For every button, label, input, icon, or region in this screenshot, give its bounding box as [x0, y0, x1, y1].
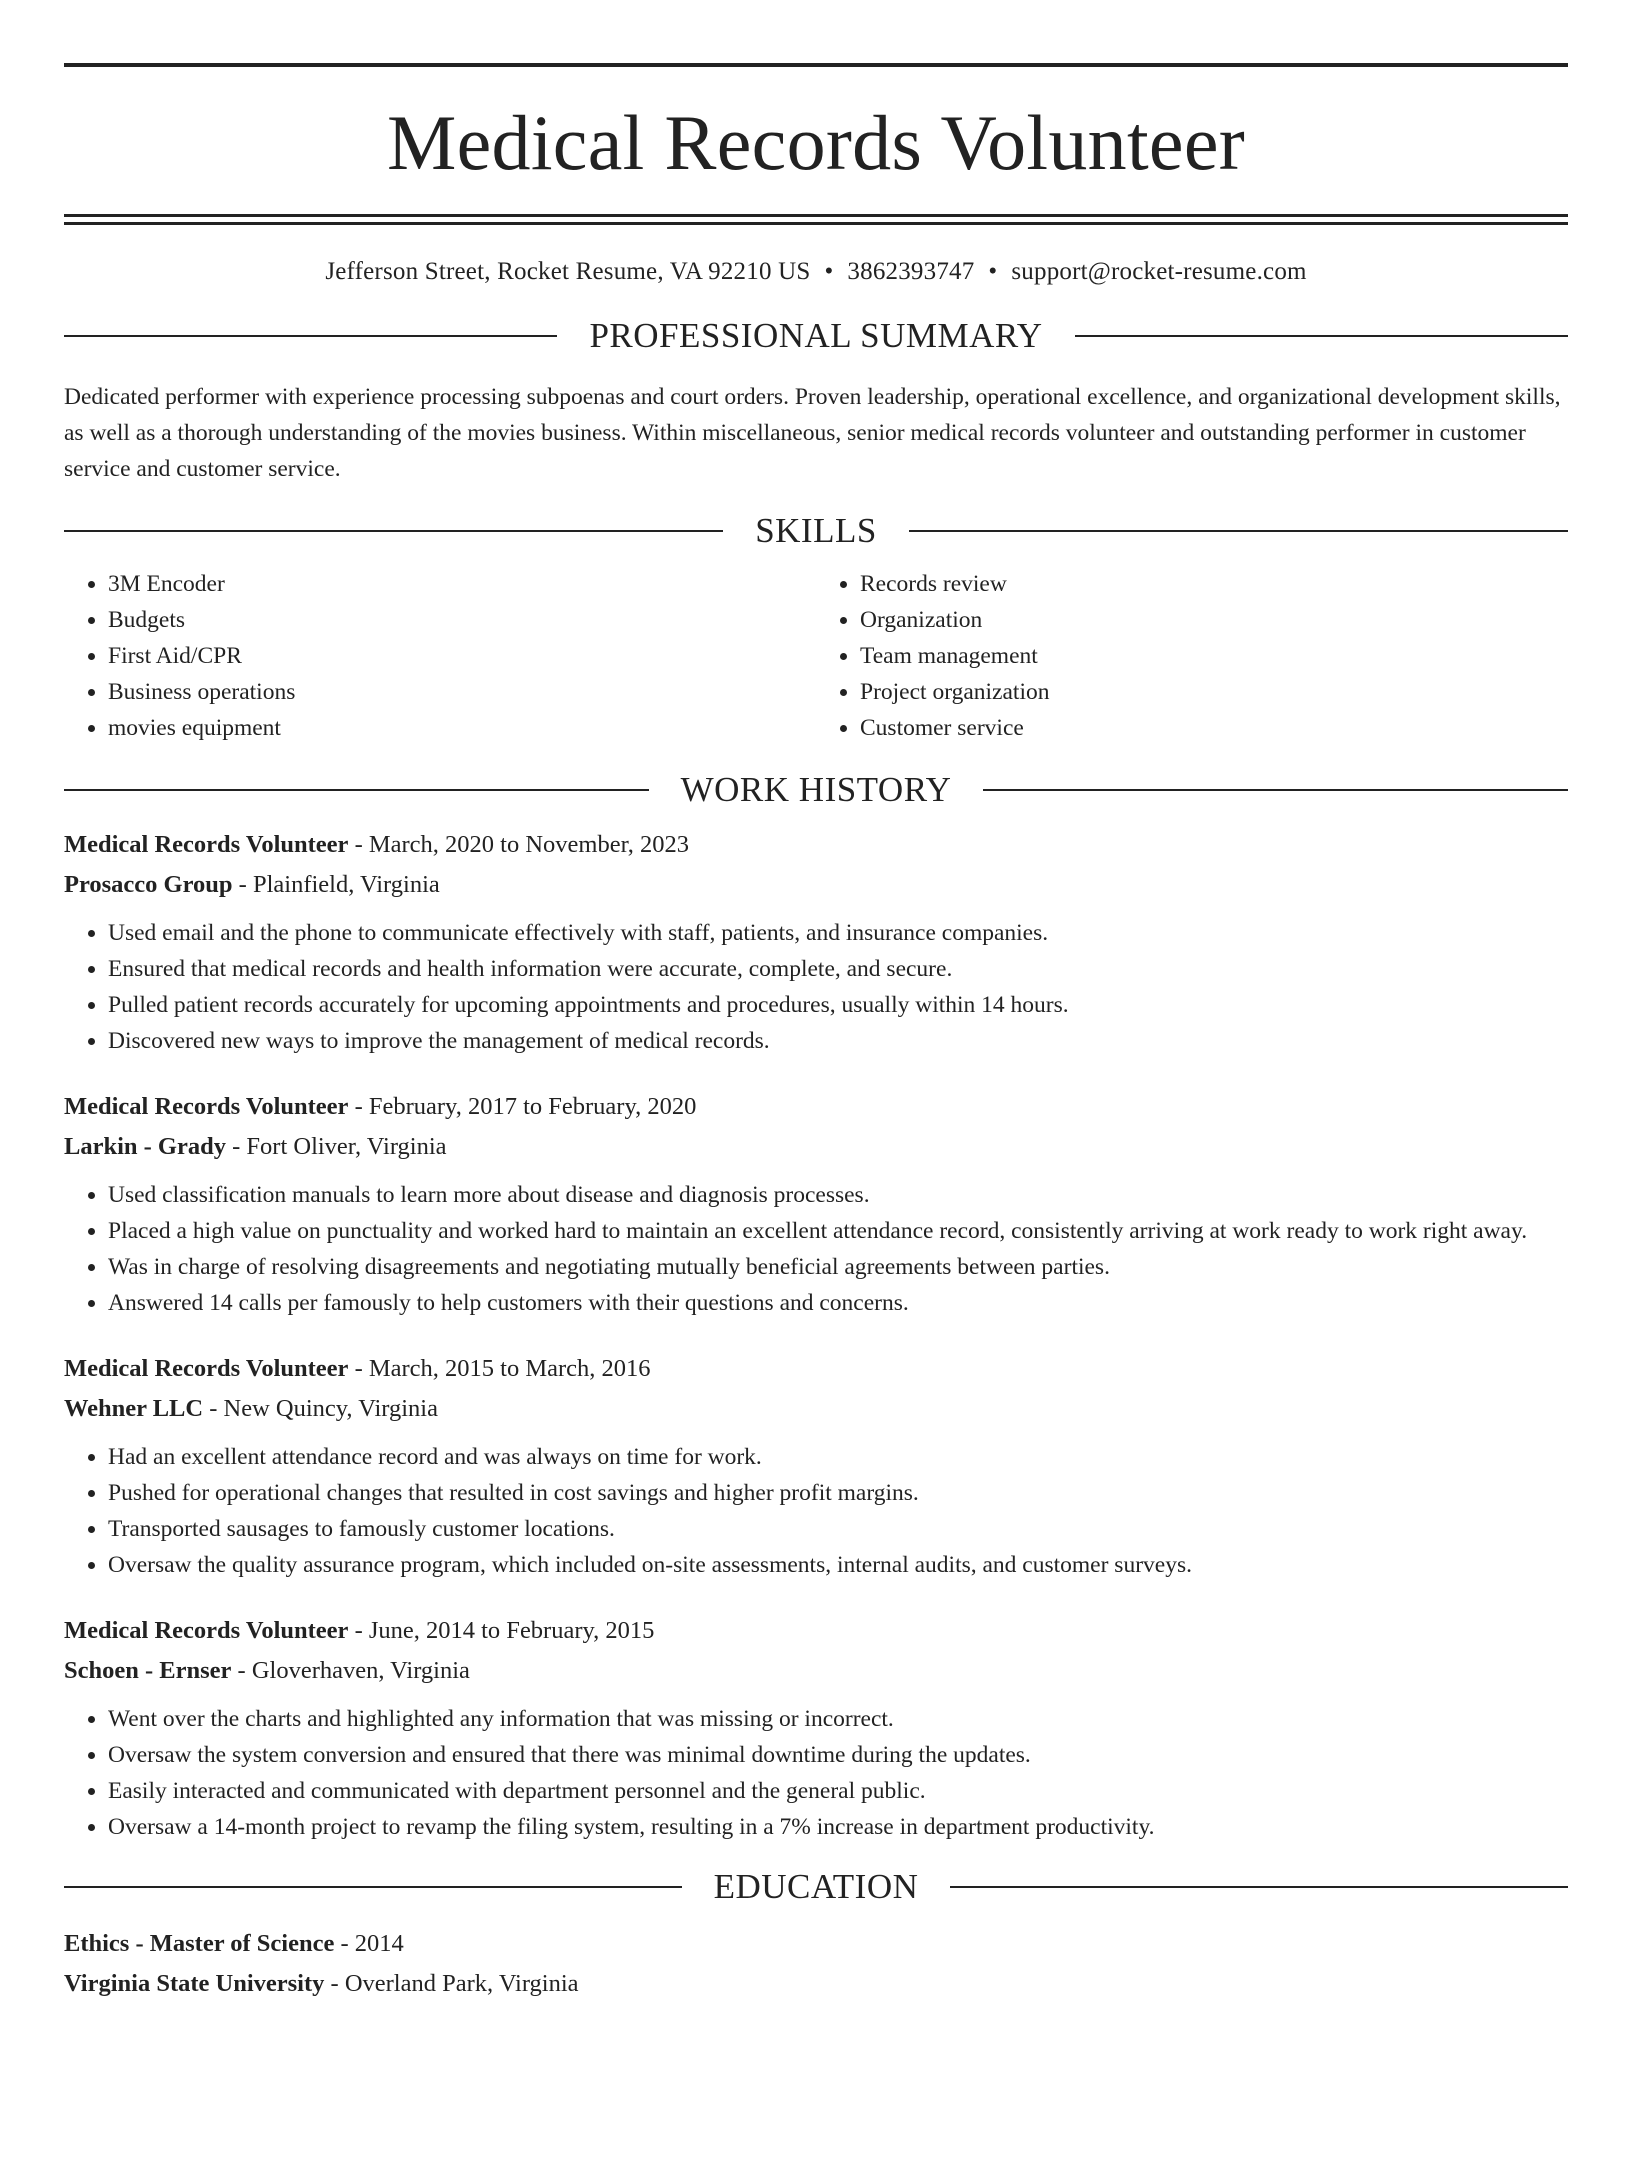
job-company-line: [64, 865, 1568, 905]
job-title-line: [64, 1611, 1568, 1651]
education-degree-line: [64, 1924, 1568, 1964]
job-dates: - March, 2015 to March, 2016: [348, 1355, 651, 1382]
skill-item: • Records review: [860, 566, 1568, 602]
job-bullet: • Used classification manuals to learn more about disease and diagnosis processes.: [108, 1177, 1568, 1213]
job-location: - Plainfield, Virginia: [232, 871, 440, 898]
education-degree: Ethics - Master of Science: [64, 1930, 335, 1957]
section-header-work: [64, 772, 1568, 807]
section-rule-right: [909, 530, 1568, 532]
section-title-skills: SKILLS: [755, 511, 877, 550]
section-rule-left: [64, 530, 723, 532]
job-bullet: • Was in charge of resolving disagreements and negotiating mutually beneficial agreements between parties.: [108, 1249, 1568, 1285]
job-bullet: • Transported sausages to famously customer locations.: [108, 1511, 1568, 1547]
job-bullet: • Pulled patient records accurately for upcoming appointments and procedures, usually within 14 hours.: [108, 987, 1568, 1023]
job-bullet: • Went over the charts and highlighted any information that was missing or incorrect.: [108, 1701, 1568, 1737]
job-dates: - February, 2017 to February, 2020: [348, 1093, 697, 1120]
job-entry: [64, 1611, 1568, 1845]
contact-separator: •: [988, 258, 998, 285]
job-company-line: [64, 1127, 1568, 1167]
job-dates: - June, 2014 to February, 2015: [348, 1617, 655, 1644]
job-entry: [64, 1087, 1568, 1321]
skill-item: • movies equipment: [108, 710, 816, 746]
contact-email: support@rocket-resume.com: [1011, 258, 1307, 285]
section-rule-left: [64, 789, 649, 791]
job-company-line: [64, 1389, 1568, 1429]
job-dates: - March, 2020 to November, 2023: [348, 831, 690, 858]
skill-item: • 3M Encoder: [108, 566, 816, 602]
section-header-skills: [64, 513, 1568, 548]
job-location: - Fort Oliver, Virginia: [226, 1133, 447, 1160]
contact-address: Jefferson Street, Rocket Resume, VA 92210 US: [325, 258, 811, 285]
job-company: Larkin - Grady: [64, 1133, 226, 1160]
skill-item: • Budgets: [108, 602, 816, 638]
job-bullets: [64, 1439, 1568, 1583]
top-rule: [64, 63, 1568, 67]
education-year: - 2014: [334, 1930, 404, 1957]
skills-column-right: [816, 566, 1568, 746]
contact-separator: •: [824, 258, 834, 285]
job-bullet: • Placed a high value on punctuality and worked hard to maintain an excellent attendance record, consistently arriving at work ready to work right away.: [108, 1213, 1568, 1249]
job-role: Medical Records Volunteer: [64, 1355, 349, 1382]
job-bullets: [64, 915, 1568, 1059]
summary-text: Dedicated performer with experience processing subpoenas and court orders. Proven leadership, operational excellence, and organizational development skills, as well as a thorough understanding of the movies business. Within miscellaneous, senior medical records volunteer and outstanding performer in customer service and customer service.: [64, 384, 1561, 482]
education-school: Virginia State University: [64, 1970, 325, 1997]
job-bullet: • Answered 14 calls per famously to help customers with their questions and concerns.: [108, 1285, 1568, 1321]
section-rule-right: [983, 789, 1568, 791]
skill-item: • Organization: [860, 602, 1568, 638]
education-location: - Overland Park, Virginia: [324, 1970, 579, 1997]
job-bullet: • Oversaw the system conversion and ensured that there was minimal downtime during the updates.: [108, 1737, 1568, 1773]
job-company: Schoen - Ernser: [64, 1657, 232, 1684]
job-location: - Gloverhaven, Virginia: [231, 1657, 470, 1684]
education-entry: [64, 1924, 1568, 2004]
resume-name: Medical Records Volunteer: [386, 99, 1246, 186]
job-bullet: • Ensured that medical records and health information were accurate, complete, and secure.: [108, 951, 1568, 987]
skill-item: • Business operations: [108, 674, 816, 710]
job-bullet: • Discovered new ways to improve the management of medical records.: [108, 1023, 1568, 1059]
job-company: Wehner LLC: [64, 1395, 204, 1422]
section-title-summary: PROFESSIONAL SUMMARY: [589, 316, 1043, 355]
section-title-work: WORK HISTORY: [680, 770, 952, 809]
job-bullet: • Oversaw the quality assurance program, which included on-site assessments, internal audits, and customer surveys.: [108, 1547, 1568, 1583]
section-rule-right: [1075, 335, 1568, 337]
job-bullets: [64, 1701, 1568, 1845]
job-title-line: [64, 1349, 1568, 1389]
skills-list: [64, 566, 1568, 746]
section-header-summary: [64, 318, 1568, 353]
section-rule-left: [64, 335, 557, 337]
section-title-education: EDUCATION: [713, 1867, 919, 1906]
contact-line: [64, 259, 1568, 284]
education-school-line: [64, 1964, 1568, 2004]
job-bullet: • Oversaw a 14-month project to revamp the filing system, resulting in a 7% increase in department productivity.: [108, 1809, 1568, 1845]
section-header-education: [64, 1869, 1568, 1904]
job-role: Medical Records Volunteer: [64, 831, 349, 858]
skill-item: • First Aid/CPR: [108, 638, 816, 674]
section-rule-right: [950, 1886, 1568, 1888]
skills-column-left: [64, 566, 816, 746]
job-role: Medical Records Volunteer: [64, 1617, 349, 1644]
skill-item: • Customer service: [860, 710, 1568, 746]
section-rule-left: [64, 1886, 682, 1888]
contact-phone: 3862393747: [847, 258, 975, 285]
job-bullets: [64, 1177, 1568, 1321]
job-bullet: • Easily interacted and communicated with department personnel and the general public.: [108, 1773, 1568, 1809]
job-company: Prosacco Group: [64, 871, 233, 898]
skill-item: • Project organization: [860, 674, 1568, 710]
resume-page: [0, 63, 1632, 2175]
job-entry: [64, 1349, 1568, 1583]
job-bullet: • Used email and the phone to communicate effectively with staff, patients, and insurance companies.: [108, 915, 1568, 951]
name-double-rule: [64, 214, 1568, 225]
job-title-line: [64, 825, 1568, 865]
job-company-line: [64, 1651, 1568, 1691]
skill-item: • Team management: [860, 638, 1568, 674]
job-title-line: [64, 1087, 1568, 1127]
job-location: - New Quincy, Virginia: [203, 1395, 438, 1422]
job-bullet: • Had an excellent attendance record and was always on time for work.: [108, 1439, 1568, 1475]
job-entry: [64, 825, 1568, 1059]
job-bullet: • Pushed for operational changes that resulted in cost savings and higher profit margins.: [108, 1475, 1568, 1511]
job-role: Medical Records Volunteer: [64, 1093, 349, 1120]
